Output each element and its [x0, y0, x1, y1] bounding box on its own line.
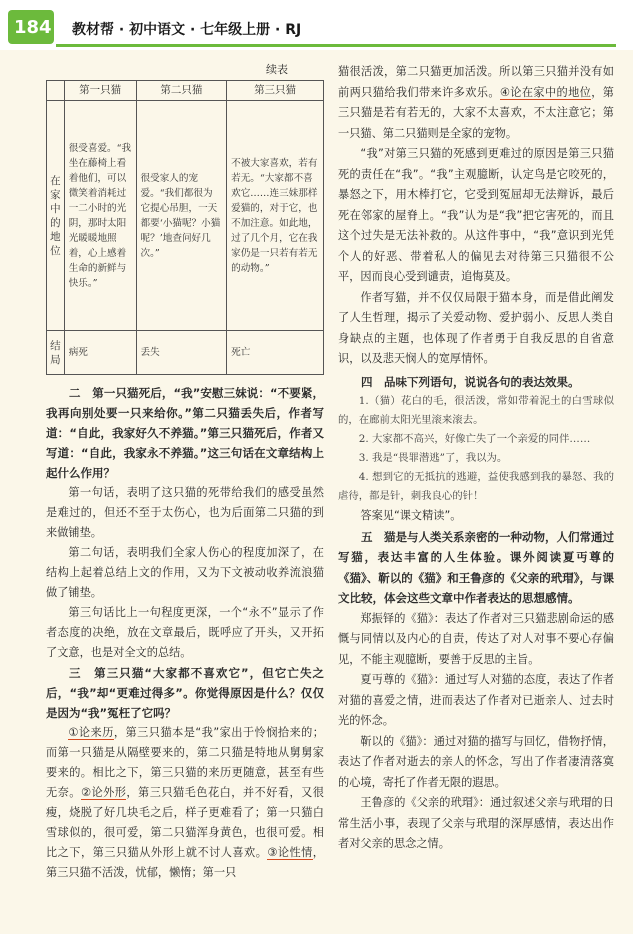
question-2: [46, 383, 324, 663]
table-cell: 丢失: [136, 331, 227, 375]
column-header: 第二只猫: [136, 81, 227, 101]
answer-paragraph: 王鲁彦的《父亲的玳瑁》：通过叙述父亲与玳瑁的日常生活小事，表现了父亲与玳瑁的深厚感情，表达出作者对父亲的思念之情。: [338, 796, 614, 850]
question-3: [46, 663, 324, 883]
answer-point-label: ④论在家中的地位: [499, 85, 592, 99]
table-continued-label: 续表: [266, 63, 288, 76]
question-3-number: 三: [69, 666, 82, 680]
question-3-text: 第三只猫“大家都不喜欢它”，但它亡失之后，“我”却“更难过得多”。你觉得原因是什么？仅仅是因为“我”冤枉了它吗？: [46, 666, 325, 720]
comparison-table-wrap: [46, 60, 324, 375]
table-cell: 不被大家喜欢，若有若无。“大家都不喜欢它……连三妹那样爱猫的，对于它，也不加注意。如此地，过了几个月，它在我家仍是一只若有若无的动物。”: [227, 101, 324, 331]
page-number: 184: [14, 17, 52, 38]
answer-text: ，第三只猫不活泼，忧郁，懒惰；第一只: [46, 846, 324, 879]
example-sentence: 3. 我是“畏罪潜逃”了，我以为。: [358, 452, 508, 464]
answer-point-label: ②论外形: [80, 786, 127, 799]
right-column: [338, 62, 614, 855]
table-row: [47, 101, 324, 331]
answer-text: ，第三只猫毛色花白，并不好看，又很瘦，烧脱了好几块毛之后，样子更难看了；第一只猫白雪球似的，很可爱，第二只猫浑身黄色，也很可爱。相比之下，第三只猫从外形上就不讨人喜欢。: [46, 786, 324, 859]
answer-text: 猫很活泼，第二只猫更加活泼。所以第三只猫并没有如前两只猫给我们带来许多欢乐。: [338, 65, 614, 99]
question-2-text: 第一只猫死后，“我”安慰三妹说：“不要紧，我再向别处要一只来给你。”第二只猫丢失后，作者写道：“自此，我家好久不养猫。”第三只猫死后，作者又写道：“自此，我家永不养猫。”这三句话在文章结构上起什么作用？: [46, 386, 324, 480]
table-cell: 很受家人的宠爱。“我们都很为它提心吊胆，一天都要‘小猫呢？小猫呢？’地查问好几次。”: [136, 101, 227, 331]
column-header: 第一只猫: [64, 81, 136, 101]
comparison-table: [46, 80, 324, 375]
book-title: 教材帮 · 初中语文 · 七年级上册 · RJ: [72, 22, 302, 38]
table-header-row: [47, 81, 324, 101]
answer-paragraph: “我”对第三只猫的死感到更难过的原因是第三只猫死的责任在“我”。“我”主观臆断，认定鸟是它咬死的，暴怒之下，用木棒打它，它受到冤屈却无法辩诉，最后死在邻家的屋脊上。“我”认为是“我”把它害死的，而且这个过失是无法补救的。从这件事中，“我”意识到光凭个人的好恶、带着私人的偏见去对待第三只猫很不公平，因而良心受到谴责，追悔莫及。: [338, 147, 614, 283]
page-header: [0, 0, 633, 50]
question-5-prompt: [338, 527, 614, 609]
answer-text: ，第三只猫本是“我”家出于怜悯拾来的；而第一只猫是从隔壁要来的，第二只猫是特地从舅舅家要来的。相比之下，第三只猫的来历更随意，甚至有些无奈。: [46, 726, 324, 799]
answer-paragraph: 夏丏尊的《猫》：通过写人对猫的态度，表达了作者对猫的喜爱之情，进而表达了作者对已逝亲人、过去时光的怀念。: [338, 673, 614, 727]
question-4-number: 四: [361, 374, 373, 389]
answer-paragraph: [46, 723, 324, 883]
example-sentence: 2. 大家都不高兴，好像亡失了一个亲爱的同伴……: [358, 433, 591, 445]
answer-paragraph: 靳以的《猫》：通过对猫的描写与回忆，借物抒情，表达了作者对逝去的亲人的怀念，写出了作者凄清落寞的心境，寄托了作者无限的遐思。: [338, 734, 614, 789]
question-5-text: 猫是与人类关系亲密的一种动物，人们常通过写猫，表达丰富的人生体验。课外阅读夏丏尊的《猫》、靳以的《猫》和王鲁彦的《父亲的玳瑁》，与课文比较，体会这些文章中作者表达的思想感情。: [338, 529, 614, 605]
table-row: [47, 331, 324, 375]
table-corner: [47, 81, 65, 101]
question-2-prompt: [46, 383, 324, 483]
answer-paragraph: 第一句话，表明了这只猫的死带给我们的感受虽然是难过的，但还不至于太伤心，也为后面第二只猫的到来做铺垫。: [46, 486, 324, 539]
row-header: 在家中的地位: [47, 101, 65, 331]
column-header: 第三只猫: [227, 81, 324, 101]
table-cell: 很受喜爱。“我坐在藤椅上看着他们，可以微笑着消耗过一二小时的光阴，那时太阳光暖暖地照着，心上感着生命的新鲜与快乐。”: [64, 101, 136, 331]
example-sentence: 1.（猫）花白的毛，很活泼，常如带着泥土的白雪球似的，在廊前太阳光里滚来滚去。: [338, 395, 614, 426]
answer-paragraph: 第三句话比上一句程度更深，一个“永不”显示了作者态度的决绝，放在文章最后，既呼应了开头，又开拓了文意，也是对全文的总结。: [46, 606, 324, 659]
answer-reference: 答案见“课文精读”。: [360, 509, 462, 522]
answer-paragraph: 郑振铎的《猫》：表达了作者对三只猫悲剧命运的感慨与同情以及内心的自责，传达了对人对事不要心存偏见，不能主观臆断，要善于反思的主旨。: [338, 611, 614, 666]
question-4-text: 品味下列语句，说说各句的表达效果。: [384, 374, 580, 389]
example-sentence: 4. 想到它的无抵抗的逃避，益使我感到我的暴怒、我的虐待，都是针，刺我良心的针！: [338, 471, 614, 502]
row-header: 结局: [47, 331, 65, 375]
answer-point-label: ①论来历: [68, 726, 114, 739]
question-3-prompt: [46, 663, 324, 723]
answer-text: ，第三只猫是若有若无的，大家不太喜欢，不太注意它；第一只猫、第二只猫则是全家的宠物。: [338, 85, 614, 140]
table-cell: 病死: [64, 331, 136, 375]
answer-point-label: ③论性情: [267, 846, 313, 859]
answer-paragraph: [338, 62, 614, 144]
table-cell: 死亡: [227, 331, 324, 375]
header-divider: [56, 44, 616, 47]
answer-paragraph: 作者写猫，并不仅仅局限于猫本身，而是借此阐发了人生哲理，揭示了关爱动物、爱护弱小、反思人类自身缺点的主题，也体现了作者勇于自我反思的自省意识，以及悲天悯人的宽厚情怀。: [338, 290, 614, 365]
question-4-prompt: [338, 372, 614, 393]
question-2-number: 二: [69, 386, 81, 400]
question-5-number: 五: [361, 529, 373, 544]
left-column: [46, 60, 324, 883]
answer-paragraph: 第二句话，表明我们全家人伤心的程度加深了，在结构上起着总结上文的作用，又为下文被动收养流浪猫做了铺垫。: [46, 546, 324, 599]
